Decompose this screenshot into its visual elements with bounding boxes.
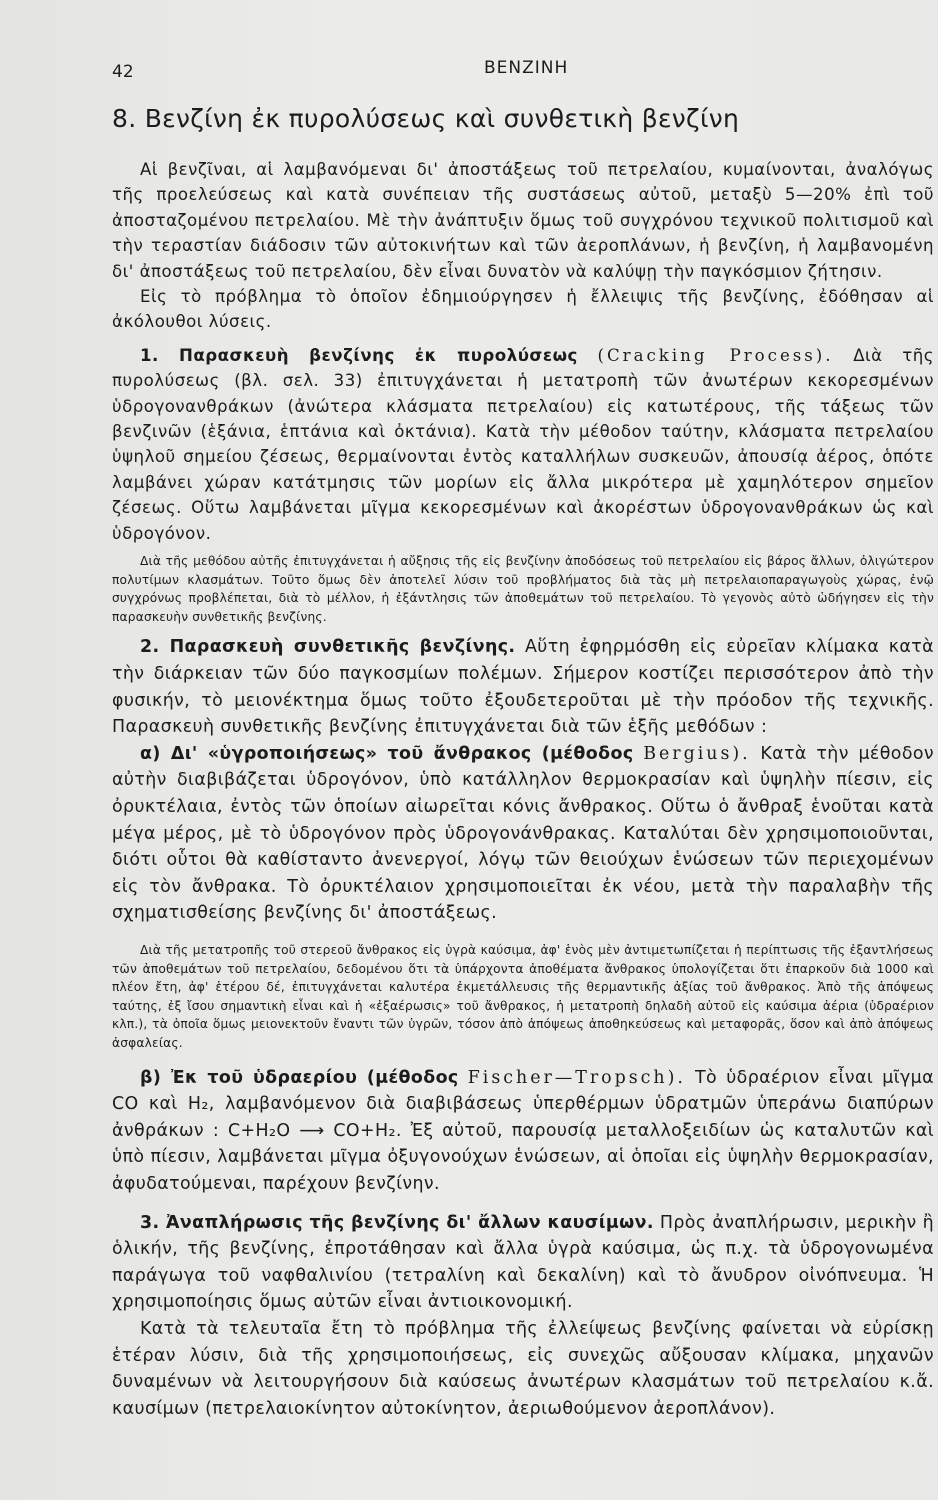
method-a-footnote: Διὰ τῆς μετατροπῆς τοῦ στερεοῦ ἄνθρακος εἰς ὑγρὰ καύσιμα, ἀφ' ἑνὸς μὲν ἀντιμετωπίζεται ἡ περίπτωσις τῆς ἐξαντλήσεως τῶν ἀποθεμάτων τοῦ πετρελαίου, δεδομένου ὅτι τὰ ὑπάρχοντα ἀποθέματα ἄνθρακος ὑπολογίζεται ὅτι ἐπαρκοῦν διὰ 1000 καὶ πλέον ἔτη, ἀφ' ἑτέρου δέ, ἐπιτυγχάνεται καλυτέρα ἐκμετάλλευσις τῆς θερμαντικῆς ἀξίας τοῦ ἄνθρακος. Ἀπὸ τῆς ἀπόψεως ταύτης, ἐξ ἴσου σημαντικὴ εἶναι καὶ ἡ «ἐξαέρωσις» τοῦ ἄνθρακος, ἡ μετατροπὴ δηλαδὴ αὐτοῦ εἰς καύσιμα ἀέρια (ὑδραέριον κλπ.), τὰ ὁποῖα ὅμως μειονεκτοῦν ἔναντι τῶν ὑγρῶν, τόσον ἀπὸ ἀπόψεως ἀποθηκεύσεως καὶ μεταφορᾶς, ὅσον καὶ ἀπὸ ἀπόψεως ἀσφαλείας. [112,943,934,1050]
page-header [0,58,938,82]
method-b-name: Fischer—Tropsch). [467,1067,686,1088]
method-a-paragraph [112,741,934,927]
method-a-name: Bergius). [643,743,751,764]
method-a-text: Κατὰ τὴν μέθοδον αὐτὴν διαβιβάζεται ὑδρογόνον, ὑπὸ κατάλληλον θερμοκρασίαν καὶ ὑψηλὴν πίεσιν, εἰς ὀρυκτέλαια, ἐντὸς τῶν ὁποίων αἰωρεῖται κόνις ἄνθρακος. Οὕτω ὁ ἄνθραξ ἑνοῦται κατὰ μέγα μέρος, μὲ τὸ ὑδρογόνον πρὸς ὑδρογονάνθρακας. Καταλύται δὲν χρησιμοποιοῦνται, διότι οὗτοι θὰ καθίσταντο ἀνενεργοί, λόγῳ τῶν θειούχων ἑνώσεων τῶν περιεχομένων εἰς τὸν ἄνθρακα. Τὸ ὀρυκτέλαιον χρησιμοποιεῖται ἐκ νέου, μετὰ τὴν παραλαβὴν τῆς σχηματισθείσης βενζίνης δι' ἀποστάξεως. [112,743,935,924]
item-3-heading: 3. Ἀναπλήρωσις τῆς βενζίνης δι' ἄλλων καυσίμων. [140,1212,654,1233]
closing-paragraph: Κατὰ τὰ τελευταῖα ἔτη τὸ πρόβλημα τῆς ἐλλείψεως βενζίνης φαίνεται νὰ εὑρίσκῃ ἑτέραν λύσιν, διὰ τῆς χρησιμοποιήσεως, εἰς συνεχῶς αὔξουσαν κλίμακα, μηχανῶν δυναμένων νὰ λειτουργήσουν διὰ καύσεως ἀνωτέρων κλασμάτων τοῦ πετρελαίου κ.ἄ. καυσίμων (πετρελαιοκίνητον αὐτοκίνητον, ἀεριωθούμενον ἀεροπλάνον). [112,1318,934,1419]
item-1-text: Διὰ τῆς πυρολύσεως (βλ. σελ. 33) ἐπιτυγχάνεται ἡ μετατροπὴ τῶν ἀνωτέρων κεκορεσμένων ὑδρογονανθράκων (ἀνώτερα κλάσματα πετρελαίου) εἰς κατωτέρους, τῆς τάξεως τῶν βενζινῶν (ἑξάνια, ἑπτάνια καὶ ὀκτάνια). Κατὰ τὴν μέθοδον ταύτην, κλάσματα πετρελαίου ὑψηλοῦ σημείου ζέσεως, θερμαίνονται ἐντὸς καταλλήλων συσκευῶν, ἀπουσίᾳ ἀέρος, ὁπότε λαμβάνει χώραν κατάτμησις τῶν μορίων εἰς ἄλλα μικρότερα μὲ χαμηλότερον σημεῖον ζέσεως. Οὕτω λαμβάνεται μῖγμα κεκορεσμένων καὶ ἀκορέστων ὑδρογονανθράκων ὡς καὶ ὑδρογόνον. [112,345,934,543]
page-number: 42 [112,62,134,82]
item-1-term: (Cracking Process). [597,345,834,365]
item-2-text: Αὕτη ἐφηρμόσθη εἰς εὐρεῖαν κλίμακα κατὰ τὴν διάρκειαν τῶν δύο παγκοσμίων πολέμων. Σήμερον κοστίζει περισσότερον ἀπὸ τὴν φυσικήν, τὸ μειονέκτημα ὅμως τοῦτο ἐξουδετεροῦται μὲ τὴν πρόοδον τῆς τεχνικῆς. Παρασκευὴ συνθετικῆς βενζίνης ἐπιτυγχάνεται διὰ τῶν ἑξῆς μεθόδων : [112,637,934,738]
method-b-text: Τὸ ὑδραέριον εἶναι μῖγμα CO καὶ H₂, λαμβανόμενον διὰ διαβιβάσεως ὑπερθέρμων ὑδρατμῶν ὑπεράνω διαπύρων ἀνθράκων : C+H₂O ⟶ CO+H₂. Ἐξ αὐτοῦ, παρουσίᾳ μεταλλοξειδίων ὡς καταλυτῶν καὶ ὑπὸ πίεσιν, λαμβάνεται μῖγμα ὀξυγονούχων ἑνώσεων, αἱ ὁποῖαι εἰς ὑψηλὴν θερμοκρασίαν, ἀφυδατούμεναι, παρέχουν βενζίνην. [112,1067,934,1194]
item-3-text: Πρὸς ἀναπλήρωσιν, μερικὴν ἢ ὁλικήν, τῆς βενζίνης, ἐπροτάθησαν καὶ ἄλλα ὑγρὰ καύσιμα, ὡς π.χ. τὰ ὑδρογονωμένα παράγωγα τοῦ ναφθαλινίου (τετραλίνη καὶ δεκαλίνη) καὶ τὸ ἄνυδρον οἰνόπνευμα. Ἡ χρησιμοποίησις ὅμως αὐτῶν εἶναι ἀντιοικονομική. [112,1212,934,1313]
item-2-heading: 2. Παρασκευὴ συνθετικῆς βενζίνης. [140,637,516,658]
method-b-paragraph [112,1065,934,1198]
running-head: ΒΕΝΖΙΝΗ [484,58,569,78]
item-1-footnote: Διὰ τῆς μεθόδου αὐτῆς ἐπιτυγχάνεται ἡ αὔξησις τῆς εἰς βενζίνην ἀποδόσεως τοῦ πετρελαίου εἰς βάρος ἄλλων, ὀλιγώτερον πολυτίμων κλασμάτων. Τοῦτο ὅμως δὲν ἀποτελεῖ λύσιν τοῦ προβλήματος διὰ τὰς μὴ πετρελαιοπαραγωγοὺς χώρας, ἐνῷ συγχρόνως προβλέπεται, διὰ τὸ μέλλον, ἡ ἐξάντλησις τῶν ἀποθεμάτων τοῦ πετρελαίου. Τὸ γεγονὸς αὐτὸ ὡδήγησεν εἰς τὴν παρασκευὴν συνθετικῆς βενζίνης. [112,554,934,624]
method-a-heading: α) Δι' «ὑγροποιήσεως» τοῦ ἄνθρακος (μέθοδος [140,743,634,764]
intro-paragraph-2: Εἰς τὸ πρόβλημα τὸ ὁποῖον ἐδημιούργησεν ἡ ἔλλειψις τῆς βενζίνης, ἐδόθησαν αἱ ἀκόλουθοι λύσεις. [112,287,934,332]
method-b-heading: β) Ἐκ τοῦ ὑδραερίου (μέθοδος [140,1067,459,1088]
page-content [112,104,934,1422]
item-3-paragraph [112,1210,934,1316]
item-1-heading: 1. Παρασκευὴ βενζίνης ἐκ πυρολύσεως [140,345,578,365]
item-2-paragraph [112,634,934,740]
item-1-paragraph [112,343,934,546]
section-title: 8. Βενζίνη ἐκ πυρολύσεως καὶ συνθετικὴ βενζίνη [112,104,740,133]
intro-paragraph: Αἱ βενζῖναι, αἱ λαμβανόμεναι δι' ἀποστάξεως τοῦ πετρελαίου, κυμαίνονται, ἀναλόγως τῆς προελεύσεως καὶ κατὰ συνέπειαν τῆς συστάσεως αὐτοῦ, μεταξὺ 5—20% ἐπὶ τοῦ ἀποσταζομένου πετρελαίου. Μὲ τὴν ἀνάπτυξιν ὅμως τοῦ συγχρόνου τεχνικοῦ πολιτισμοῦ καὶ τὴν τεραστίαν διάδοσιν τῶν αὐτοκινήτων καὶ τῶν ἀεροπλάνων, ἡ βενζίνη, ἡ λαμβανομένη δι' ἀποστάξεως τοῦ πετρελαίου, δὲν εἶναι δυνατὸν νὰ καλύψῃ τὴν παγκόσμιον ζήτησιν. [112,160,934,281]
